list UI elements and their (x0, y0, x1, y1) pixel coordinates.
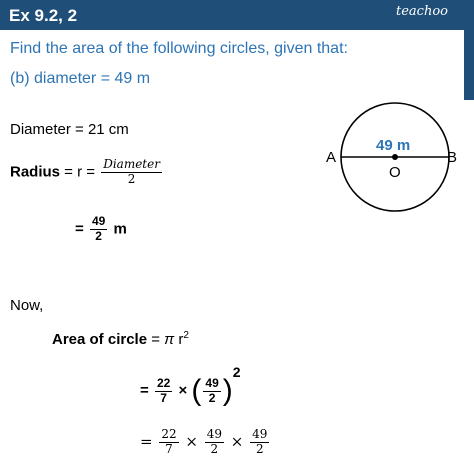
area-step-1 (140, 364, 241, 408)
pi-symbol: π (164, 331, 175, 348)
circle-diagram (325, 100, 465, 220)
now-label: Now, (10, 297, 44, 314)
question-line-2: (b) diameter = 49 m (10, 70, 151, 87)
r-symbol: r (174, 331, 184, 348)
exercise-title: Ex 9.2, 2 (9, 6, 78, 25)
fraction-numerator: 22 (161, 427, 177, 441)
brand-logo: teachoo (396, 4, 448, 19)
fraction-22-7 (159, 428, 178, 457)
area-step-2 (140, 428, 271, 457)
area-formula (52, 330, 189, 348)
point-a-label: A (326, 149, 337, 166)
radius-value-fraction (90, 215, 107, 244)
fraction-denominator: 2 (208, 390, 216, 405)
fraction-numerator: 49 (91, 214, 106, 228)
area-label: Area of circle (52, 331, 148, 348)
radius-value (75, 215, 127, 244)
fraction-denominator: 2 (95, 228, 102, 243)
fraction-22-7 (155, 377, 172, 406)
side-accent-bar (464, 30, 474, 100)
diameter-label: 49 m (376, 137, 411, 154)
point-b-label: B (447, 149, 458, 166)
equals-sign: = (75, 220, 88, 238)
radius-label: Radius (10, 163, 61, 181)
exponent: 2 (183, 330, 189, 341)
fraction-denominator: 2 (255, 441, 264, 456)
fraction-numerator: 49 (205, 375, 219, 390)
equals-sign: = (140, 382, 153, 399)
question-line-1: Find the area of the following circles, given that: (10, 40, 348, 57)
unit-label: m (109, 220, 127, 238)
exponent: 2 (232, 364, 241, 380)
fraction-numerator: 49 (252, 427, 268, 441)
area-equals: = (147, 331, 165, 348)
fraction-denominator: 2 (127, 171, 136, 186)
fraction-denominator: 2 (210, 441, 219, 456)
right-paren: ) (222, 374, 233, 408)
equals-sign: = (140, 432, 158, 451)
radius-equals: = r = (60, 163, 100, 181)
times-sign: × (226, 432, 249, 451)
fraction-numerator: Diameter (103, 157, 160, 171)
radius-fraction (101, 158, 162, 187)
center-o-label: O (389, 164, 401, 181)
fraction-denominator: 7 (160, 390, 167, 405)
fraction-denominator: 7 (165, 441, 173, 456)
fraction-49-2-a (205, 428, 224, 457)
center-point (392, 154, 398, 160)
header-bar (0, 0, 474, 30)
times-sign: × (180, 432, 203, 451)
diameter-given: Diameter = 21 cm (10, 121, 129, 138)
left-paren: ( (191, 374, 202, 408)
times-sign: × (174, 382, 192, 399)
radius-formula (10, 158, 164, 187)
fraction-numerator: 49 (206, 427, 223, 441)
fraction-numerator: 22 (156, 375, 171, 390)
fraction-49-2 (203, 377, 220, 406)
fraction-49-2-b (250, 428, 269, 457)
